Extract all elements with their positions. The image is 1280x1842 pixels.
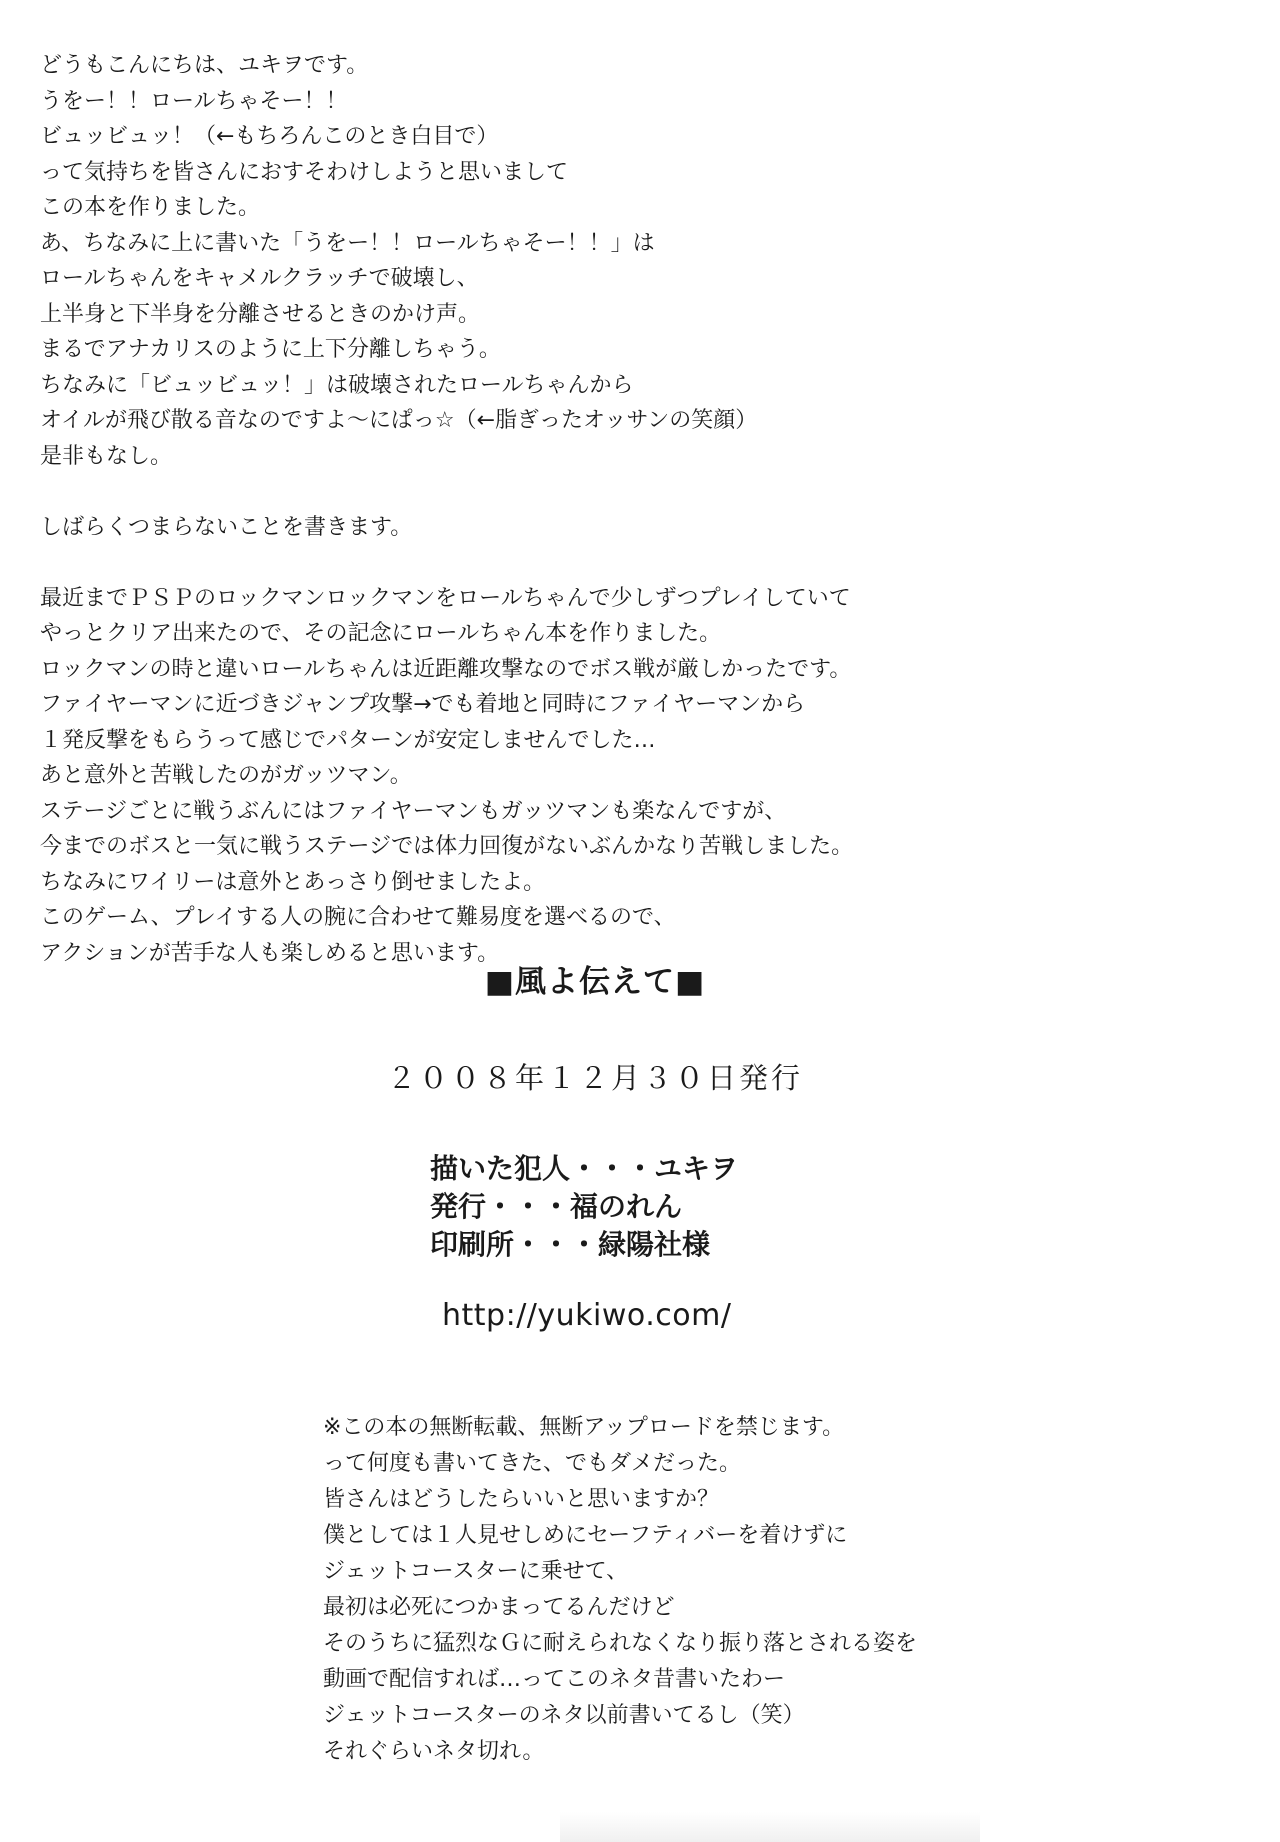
text-line: ロックマンの時と違いロールちゃんは近距離攻撃なのでボス戦が厳しかったです。 [40, 656, 852, 682]
notice-line: ジェットコースターのネタ以前書いてるし（笑） [323, 1703, 805, 1728]
notice-line: ジェットコースターに乗せて、 [323, 1559, 629, 1584]
notice-line: 動画で配信すれば…ってこのネタ昔書いたわー [323, 1667, 786, 1692]
text-line: どうもこんにちは、ユキヲです。 [40, 53, 369, 78]
afterword-text [40, 48, 1040, 971]
text-line: この本を作りました。 [40, 195, 261, 220]
text-line: うをー！！ロールちゃそー！！ [40, 88, 348, 114]
notice-text [323, 1410, 1123, 1770]
paragraph-gap [40, 545, 1040, 581]
text-line: あ、ちなみに上に書いた「うをー！！ロールちゃそー！！」は [40, 230, 655, 256]
paragraph-gap [40, 474, 1040, 510]
text-line: ビュッビュッ！（←もちろんこのとき白目で） [40, 124, 499, 149]
text-line: アクションが苦手な人も楽しめると思います。 [40, 940, 500, 966]
text-line: あと意外と苦戦したのがガッツマン。 [40, 763, 412, 788]
text-line: ステージごとに戦うぶんにはファイヤーマンもガッツマンも楽なんですが、 [40, 798, 787, 824]
notice-line: それぐらいネタ切れ。 [323, 1739, 545, 1764]
notice-line: って何度も書いてきた、でもダメだった。 [323, 1451, 742, 1476]
text-line: 最近までＰＳＰのロックマンロックマンをロールちゃんで少しずつプレイしていて [40, 585, 851, 611]
text-line: しばらくつまらないことを書きます。 [40, 514, 413, 540]
scan-shadow [560, 1812, 980, 1842]
book-title: ■風よ伝えて■ [484, 964, 706, 1000]
text-line: ロールちゃんをキャメルクラッチで破壊し、 [40, 266, 479, 291]
website-url: http://yukiwo.com/ [442, 1298, 732, 1333]
credit-publisher: 発行・・・福のれん [430, 1190, 683, 1223]
text-line: やっとクリア出来たので、その記念にロールちゃん本を作りました。 [40, 621, 722, 646]
notice-line: 皆さんはどうしたらいいと思いますか？ [323, 1487, 720, 1512]
text-line: って気持ちを皆さんにおすそわけしようと思いまして [40, 159, 569, 185]
text-line: ちなみに「ビュッビュッ！」は破壊されたロールちゃんから [40, 372, 634, 398]
text-line: 是非もなし。 [40, 443, 173, 469]
text-line: オイルが飛び散る音なのですよ〜にぱっ☆（←脂ぎったオッサンの笑顔） [40, 408, 758, 433]
publication-date: ２００８年１２月３０日発行 [386, 1061, 803, 1095]
credit-printer: 印刷所・・・緑陽社様 [430, 1228, 711, 1261]
text-line: ちなみにワイリーは意外とあっさり倒せましたよ。 [40, 869, 546, 895]
text-line: １発反撃をもらうって感じでパターンが安定しませんでした… [40, 727, 656, 753]
text-line: 今までのボスと一気に戦うステージでは体力回復がないぶんかなり苦戦しました。 [40, 834, 854, 859]
text-line: ファイヤーマンに近づきジャンプ攻撃→でも着地と同時にファイヤーマンから [40, 692, 806, 717]
text-line: 上半身と下半身を分離させるときのかけ声。 [40, 301, 481, 327]
notice-line: ※この本の無断転載、無断アップロードを禁じます。 [323, 1415, 845, 1440]
text-line: まるでアナカリスのように上下分離しちゃう。 [40, 337, 501, 362]
text-line: このゲーム、プレイする人の腕に合わせて難易度を選べるので、 [40, 905, 676, 930]
notice-line: そのうちに猛烈なＧに耐えられなくなり振り落とされる姿を [323, 1631, 918, 1656]
credit-author: 描いた犯人・・・ユキヲ [430, 1152, 739, 1185]
credits-block [430, 1150, 738, 1264]
notice-line: 僕としては１人見せしめにセーフティバーを着けずに [323, 1523, 848, 1548]
notice-line: 最初は必死につかまってるんだけど [323, 1595, 675, 1620]
